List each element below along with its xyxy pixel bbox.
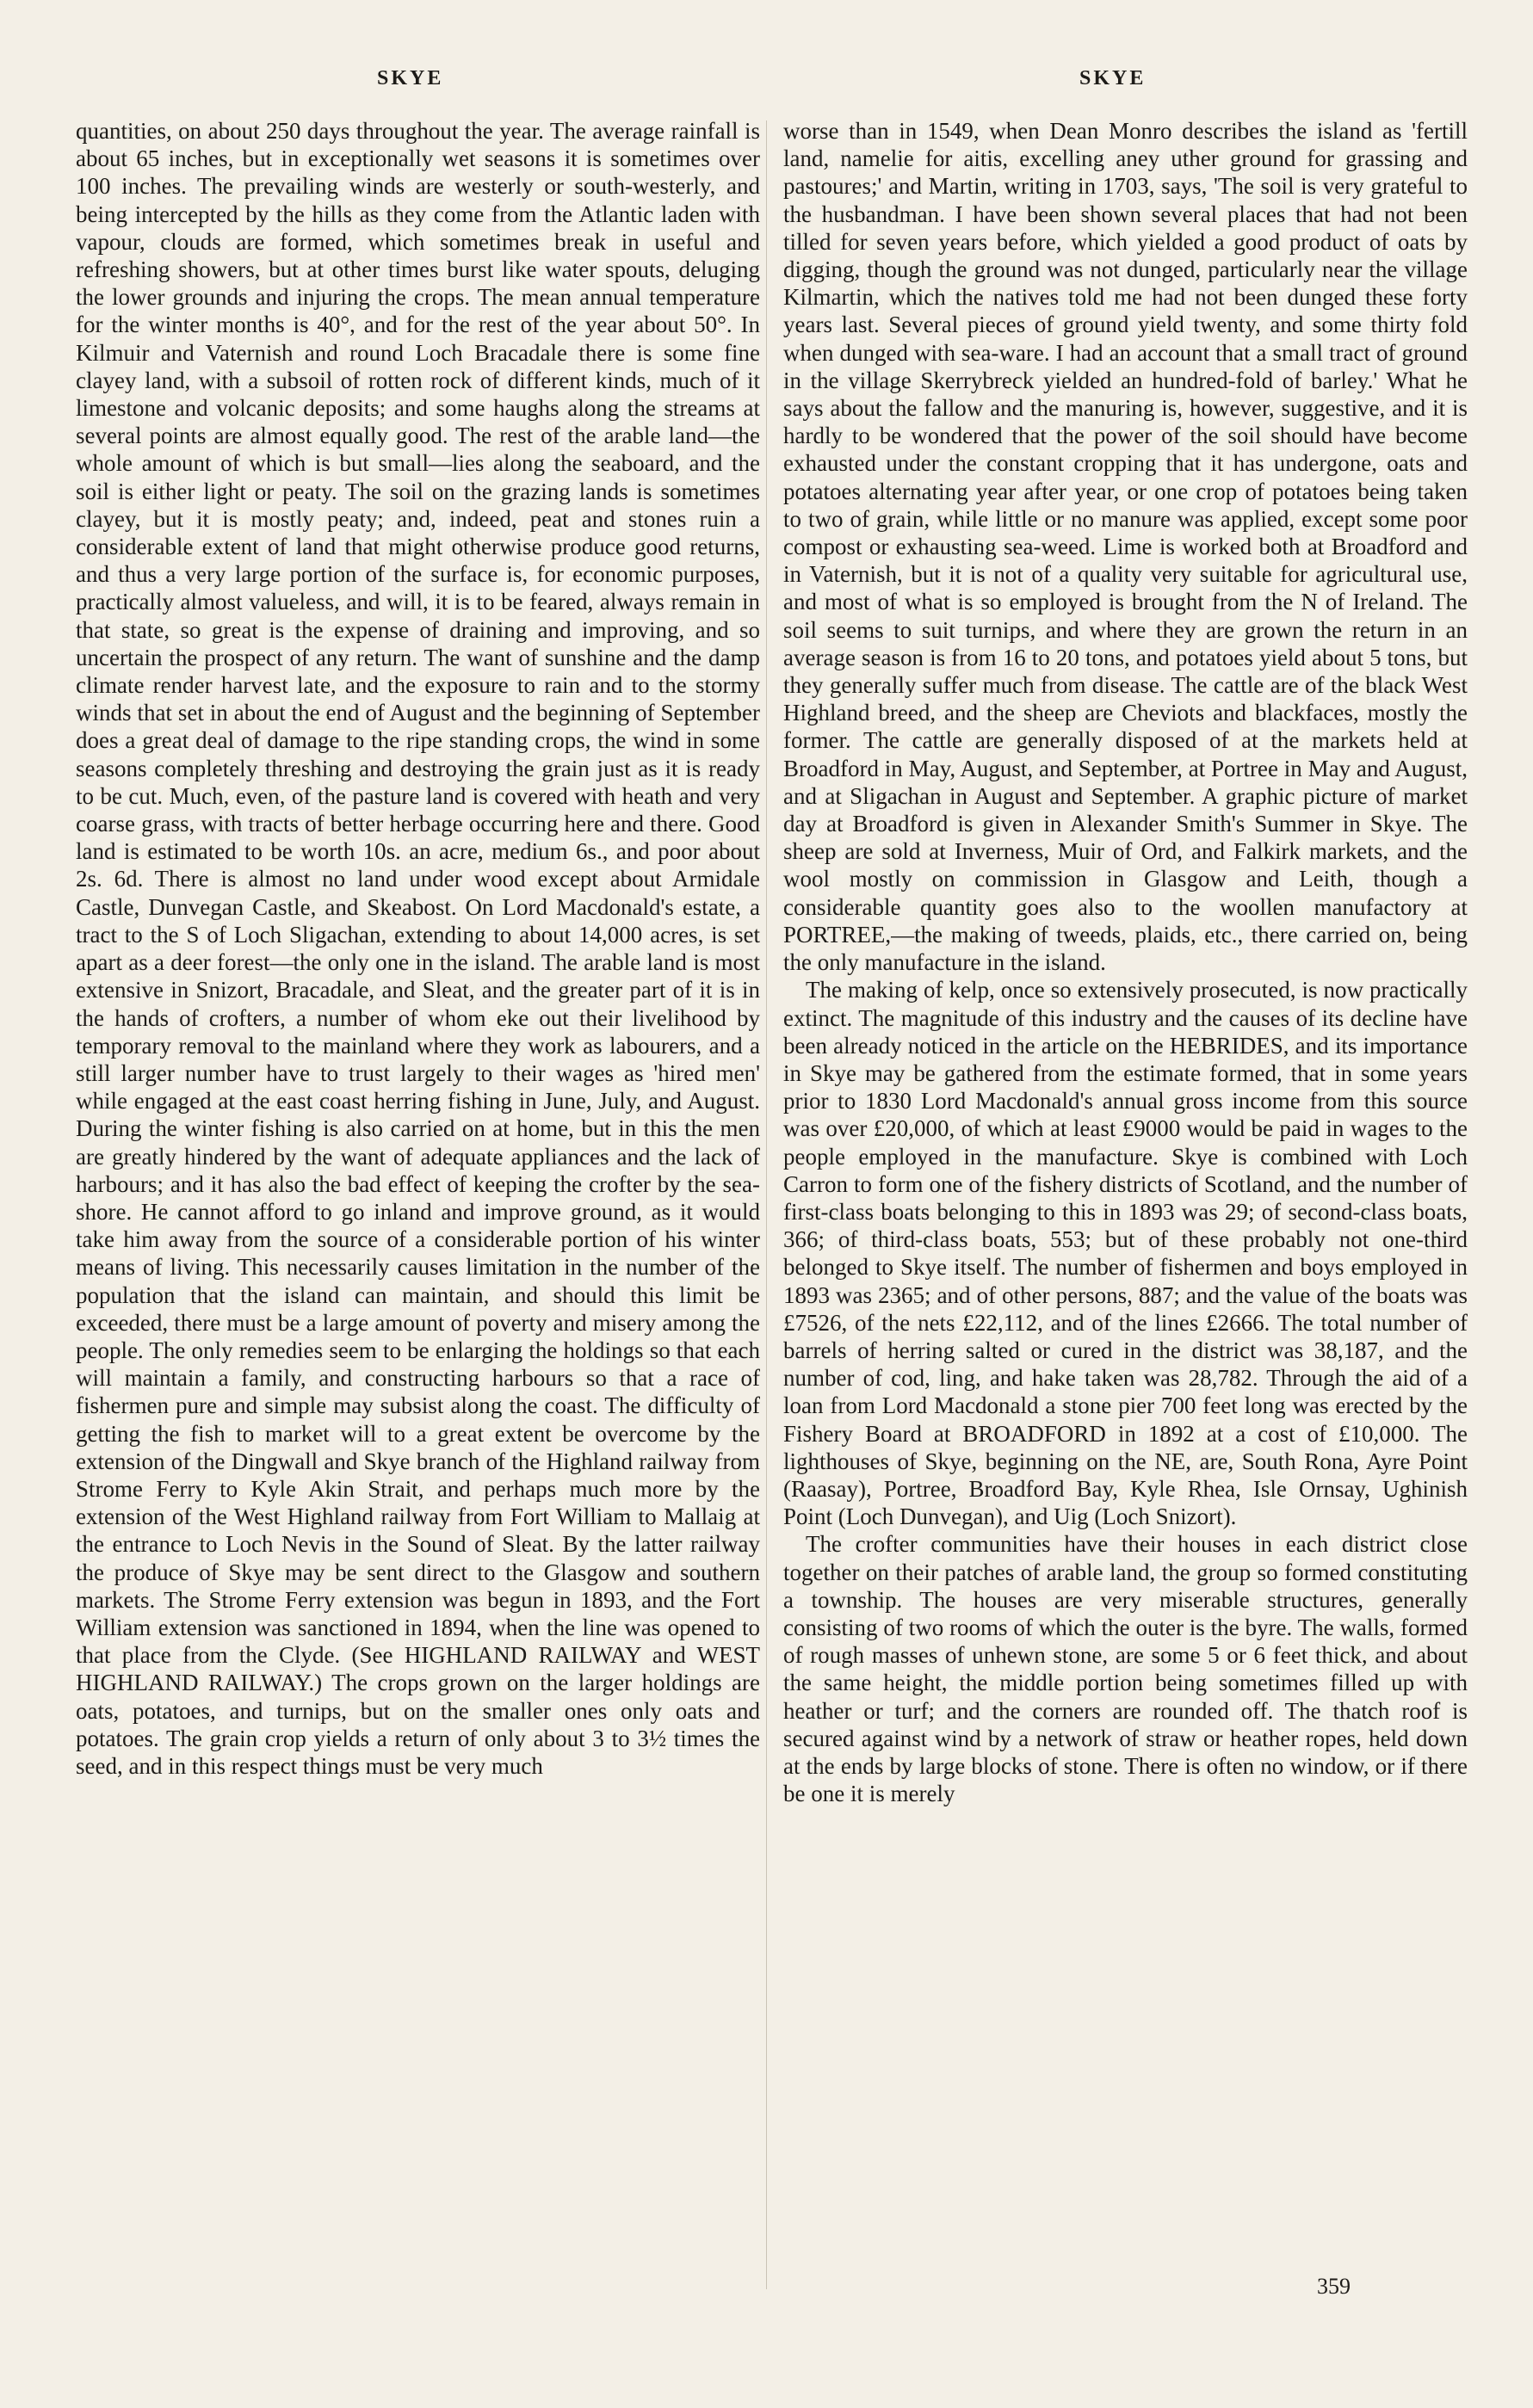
left-paragraph-1: quantities, on about 250 days throughout the year. The average rainfall is about 65 inches, but in exceptionally wet seasons it is sometimes over 100 inches. The prevailing winds are westerly or south-westerly, and being intercepted by the hills as they come from the Atlantic laden with vapour, clouds are formed, which sometimes break in useful and refreshing showers, but at other times burst like water spouts, deluging the lower grounds and injuring the crops. The mean annual temperature for the winter months is 40°, and for the rest of the year about 50°. In Kilmuir and Vaternish and round Loch Bracadale there is some fine clayey land, with a subsoil of rotten rock of different kinds, much of it limestone and volcanic deposits; and some haughs along the streams at several points are almost equally good. The rest of the arable land—the whole amount of which is but small—lies along the seaboard, and the soil is either light or peaty. The soil on the grazing lands is sometimes clayey, but it is mostly peaty; and, indeed, peat and stones ruin a considerable extent of land that might otherwise produce good returns, and thus a very large portion of the surface is, for economic purposes, practically almost valueless, and will, it is to be feared, always remain in that state, so great is the expense of draining and improving, and so uncertain the prospect of any return. The want of sunshine and the damp climate render harvest late, and the exposure to rain and to the stormy winds that set in about the end of August and the beginning of September does a great deal of damage to the ripe standing crops, the wind in some seasons completely threshing and destroying the grain just as it is ready to be cut. Much, even, of the pasture land is covered with heath and very coarse grass, with tracts of better herbage occurring here and there. Good land is estimated to be worth 10s. an acre, medium 6s., and poor about 2s. 6d. There is almost no land under wood except about Armidale Castle, Dunvegan Castle, and Skeabost. On Lord Macdonald's estate, a tract to the S of Loch Sligachan, extending to about 14,000 acres, is set apart as a deer forest—the only one in the island. The arable land is most extensive in Snizort, Bracadale, and Sleat, and the greater part of it is in the hands of crofters, a number of whom eke out their livelihood by temporary removal to the mainland where they work as labourers, and a still larger number have to trust largely to their wages as 'hired men' while engaged at the east coast herring fishing in June, July, and August. During the winter fishing is also carried on at home, but in this the men are greatly hindered by the want of adequate appliances and the lack of harbours; and it has also the bad effect of keeping the crofter by the sea-shore. He cannot afford to go inland and improve ground, as it would take him away from the source of a considerable portion of his winter means of living. This necessarily causes limitation in the number of the population that the island can maintain, and should this limit be exceeded, there must be a large amount of poverty and misery among the people. The only remedies seem to be enlarging the holdings so that each will maintain a family, and constructing harbours so that a race of fishermen pure and simple may subsist along the coast. The difficulty of getting the fish to market will to a great extent be overcome by the extension of the Dingwall and Skye branch of the Highland railway from Strome Ferry to Kyle Akin Strait, and perhaps much more by the extension of the West Highland railway from Fort William to Mallaig at the entrance to Loch Nevis in the Sound of Sleat. By the latter railway the produce of Skye may be sent direct to the Glasgow and southern markets. The Strome Ferry extension was begun in 1893, and the Fort William extension was sanctioned in 1894, when the line was opened to that place from the Clyde. (See HIGHLAND RAILWAY and WEST HIGHLAND RAILWAY.) The crops grown on the larger holdings are oats, potatoes, and turnips, but on the smaller ones only oats and potatoes. The grain crop yields a return of only about 3 to 3½ times the seed, and in this respect things must be very much (76, 118, 760, 1779)
column-divider (766, 120, 767, 2289)
running-head-left: SKYE (377, 67, 444, 90)
right-paragraph-2: The making of kelp, once so extensively prosecuted, is now practically extinct. The magnitude of this industry and the causes of its decline have been already noticed in the article on the HEBRIDES, and its importance in Skye may be gathered from the estimate formed, that in some years prior to 1830 Lord Macdonald's annual gross income from this source was over £20,000, of which at least £9000 would be paid in wages to the people employed in the manufacture. Skye is combined with Loch Carron to form one of the fishery districts of Scotland, and the number of first-class boats belonging to this in 1893 was 29; of second-class boats, 366; of third-class boats, 553; but of these probably not one-third belonged to Skye itself. The number of fishermen and boys employed in 1893 was 2365; and of other persons, 887; and the value of the boats was £7526, of the nets £22,112, and of the lines £2666. The total number of barrels of herring salted or cured in the district was 38,187, and the number of cod, ling, and hake taken was 28,782. Through the aid of a loan from Lord Macdonald a stone pier 700 feet long was erected by the Fishery Board at BROADFORD in 1892 at a cost of £10,000. The lighthouses of Skye, beginning on the NE, are, South Rona, Ayre Point (Raasay), Portree, Broadford Bay, Kyle Rhea, Isle Ornsay, Ughinish Point (Loch Dunvegan), and Uig (Loch Snizort). (783, 977, 1468, 1530)
right-paragraph-3: The crofter communities have their houses in each district close together on their patches of arable land, the group so formed constituting a township. The houses are very miserable structures, generally consisting of two rooms of which the outer is the byre. The walls, formed of rough masses of unhewn stone, are some 5 or 6 feet thick, and about the same height, the middle portion being sometimes filled up with heather or turf; and the corners are rounded off. The thatch roof is secured against wind by a network of straw or heather ropes, held down at the ends by large blocks of stone. There is often no window, or if there be one it is merely (783, 1531, 1468, 1807)
page-number: 359 (1317, 2274, 1351, 2299)
running-head-right: SKYE (1079, 67, 1147, 90)
right-column (783, 117, 1468, 1807)
left-column (76, 117, 760, 1780)
right-paragraph-1: worse than in 1549, when Dean Monro describes the island as 'fertill land, namelie for aitis, excelling aney uther ground for grassing and pastoures;' and Martin, writing in 1703, says, 'The soil is very grateful to the husbandman. I have been shown several places that had not been tilled for seven years before, which yielded a good product of oats by digging, though the ground was not dunged, particularly near the village Kilmartin, which the natives told me had not been dunged these forty years last. Several pieces of ground yield twenty, and some thirty fold when dunged with sea-ware. I had an account that a small tract of ground in the village Skerrybreck yielded an hundred-fold of barley.' What he says about the fallow and the manuring is, however, suggestive, and it is hardly to be wondered that the power of the soil should have become exhausted under the constant cropping that it has undergone, oats and potatoes alternating year after year, or one crop of potatoes being taken to two of grain, while little or no manure was applied, except some poor compost or exhausting sea-weed. Lime is worked both at Broadford and in Vaternish, but it is not of a quality very suitable for agricultural use, and most of what is so employed is brought from the N of Ireland. The soil seems to suit turnips, and where they are grown the return in an average season is from 16 to 20 tons, and potatoes yield about 5 tons, but they generally suffer much from disease. The cattle are of the black West Highland breed, and the sheep are Cheviots and blackfaces, mostly the former. The cattle are generally disposed of at the markets held at Broadford in May, August, and September, at Portree in May and August, and at Sligachan in August and September. A graphic picture of market day at Broadford is given in Alexander Smith's Summer in Skye. The sheep are sold at Inverness, Muir of Ord, and Falkirk markets, and the wool mostly on commission in Glasgow and Leith, though a considerable quantity goes also to the woollen manufactory at PORTREE,—the making of tweeds, plaids, etc., there carried on, being the only manufacture in the island. (783, 118, 1468, 976)
